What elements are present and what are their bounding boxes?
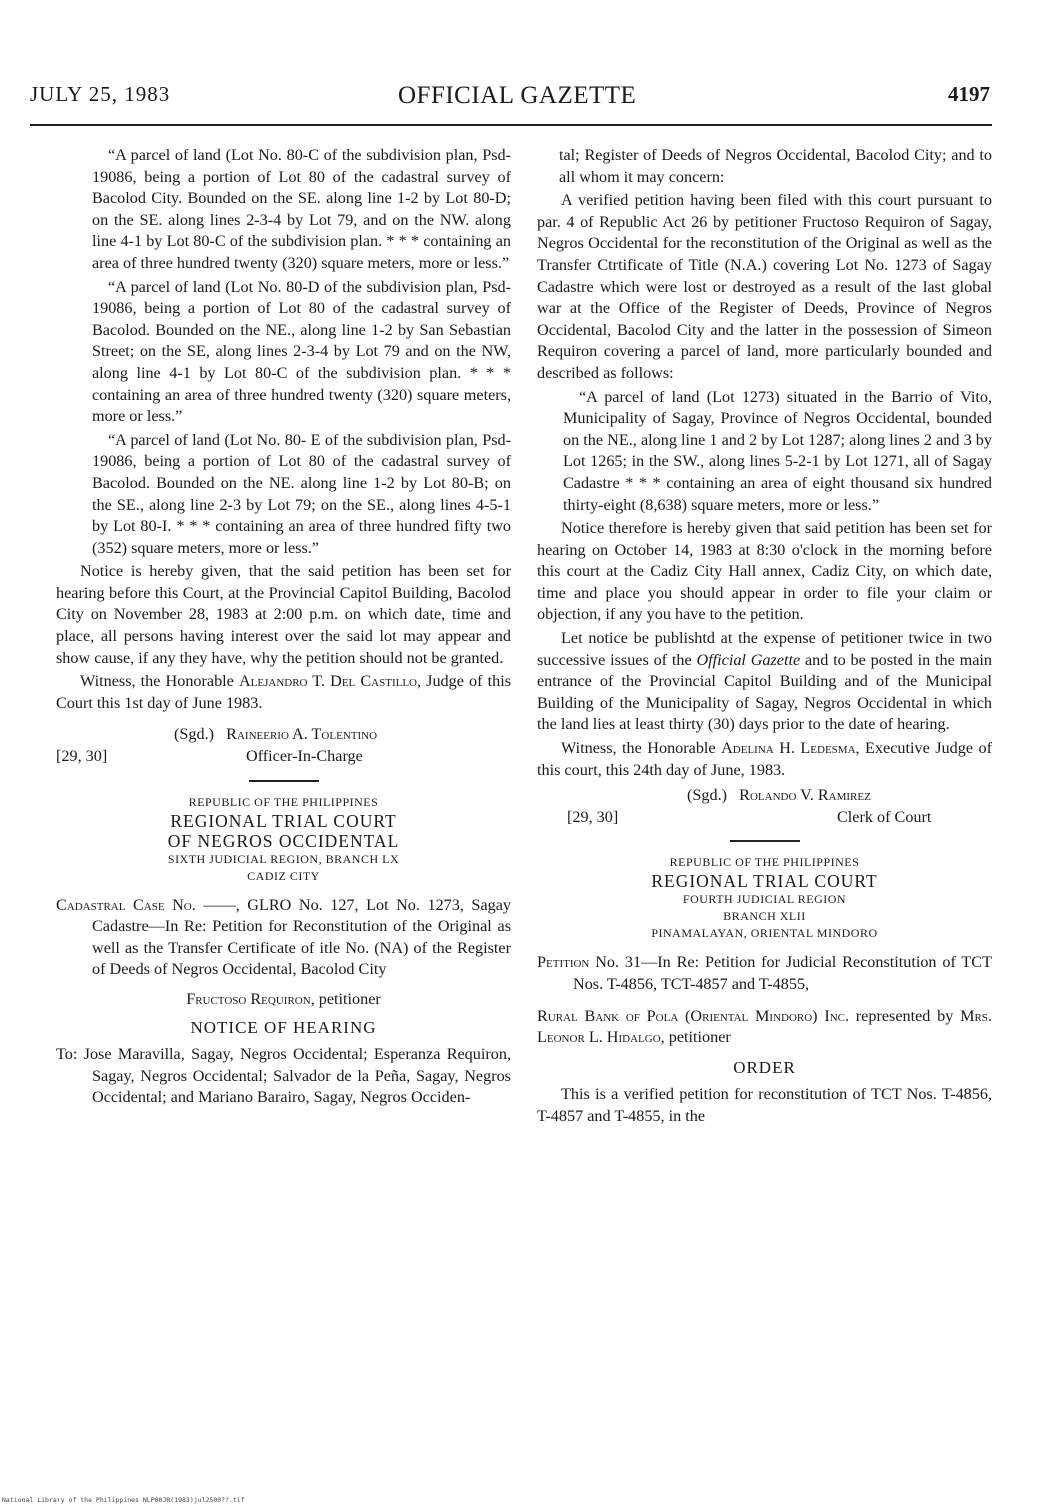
hearing-notice: Notice therefore is hereby given that said petition has been set for hearing on October 14, 1983 at 8:30 o'clock in the morning before this court at the Cadiz City Hall annex, Cadiz City, on which date, time and place you should appear in order to file your claim or objection, if any you have to the petition. bbox=[537, 519, 992, 624]
sgd-label: (Sgd.) bbox=[687, 786, 728, 805]
court-province: OF NEGROS OCCIDENTAL bbox=[167, 830, 400, 851]
representative-name: Mrs. Leonor L. Hidalgo bbox=[537, 1006, 992, 1047]
scan-footer: National Library of the Philippines NLP00JR(1983)jul2500??.tif bbox=[2, 1496, 245, 1504]
order-title: ORDER bbox=[733, 1057, 796, 1077]
order-text: This is a verified petition for reconstitution of TCT Nos. T-4856, T-4857 and T-4855, in the bbox=[537, 1085, 992, 1125]
left-column bbox=[56, 145, 511, 1109]
header-rule bbox=[30, 124, 992, 126]
issue-date: JULY 25, 1983 bbox=[30, 82, 171, 106]
court-region: SIXTH JUDICIAL REGION, BRANCH LX bbox=[167, 851, 400, 866]
court-name: REGIONAL TRIAL COURT bbox=[651, 871, 878, 892]
signature-block bbox=[56, 724, 511, 767]
witness-clause: Witness, the Honorable Alejandro T. Del Castillo, Judge of this Court this 1st day of June 1983. bbox=[56, 672, 511, 712]
petitioner-line: Rural Bank of Pola (Oriental Mindoro) Inc. represented by Mrs. Leonor L. Hidalgo, petitioner bbox=[537, 1006, 992, 1047]
lot-80c-description: “A parcel of land (Lot No. 80-C of the subdivision plan, Psd-19086, being a portion of Lot 80 of the cadastral survey of Bacolod City. Bounded on the SE. along line 1-2 by Lot 80-D; on the SE. along lines 2-3-4 by Lot 79, and on the NW. along line 4-1 by Lot 80-C of the subdivision plan. * * * containing an area of three hundred twenty (320) square meters, more or less.” bbox=[92, 146, 511, 272]
lot-80d-description: “A parcel of land (Lot No. 80-D of the subdivision plan, Psd-19086, being a portion of Lot 80 of the cadastral survey of Bacolod. Bounded on the NE., along line 1-2 by San Sebastian Street; on the SE, along lines 2-3-4 by Lot 79 and on the NW, along line 4-1 by Lot 80-C of the subdivision plan. * * * containing an area of three hundred twenty (320) square meters, more or less.” bbox=[92, 277, 511, 426]
hearing-notice: Notice is hereby given, that the said petition has been set for hearing before this Court, at the Provincial Capitol Building, Bacolod City on November 28, 1983 at 2:00 p.m. on which date, time and place, all persons having interest over the said lot may appear and show cause, if any they have, why the petition should not be granted. bbox=[56, 562, 511, 667]
signatory-title: Clerk of Court bbox=[837, 807, 932, 826]
petitioner-name: Fructoso Requiron bbox=[186, 990, 311, 1008]
court-region: FOURTH JUDICIAL REGION bbox=[682, 892, 847, 907]
court-republic: REPUBLIC OF THE PHILIPPINES bbox=[188, 794, 379, 809]
bank-name: Rural Bank of Pola (Oriental Mindoro) Inc. bbox=[537, 1006, 850, 1025]
court-republic: REPUBLIC OF THE PHILIPPINES bbox=[669, 855, 860, 870]
signatory-name: Rolando V. Ramirez bbox=[739, 786, 871, 805]
signature-block bbox=[537, 785, 992, 828]
signatory-title: Officer-In-Charge bbox=[246, 747, 363, 766]
lot-80e-description: “A parcel of land (Lot No. 80- E of the subdivision plan, Psd-19086, being a portion of Lot 80 of the cadastral survey of Bacolod. Bounded on the NE. along line 1-2 by Lot 80-B; on the SE., along line 2-3 by Lot 79; on the SE., along lines 4-5-1 by Lot 80-I. * * * containing an area of three hundred fifty two (352) square meters, more or less.” bbox=[92, 430, 511, 557]
right-column bbox=[537, 145, 992, 1128]
notice-title: NOTICE OF HEARING bbox=[190, 1017, 377, 1037]
case-label: Cadastral Case No. bbox=[56, 895, 196, 914]
court-name: REGIONAL TRIAL COURT bbox=[170, 810, 397, 831]
sgd-label: (Sgd.) bbox=[174, 725, 215, 744]
publication-order: Let notice be publishtd at the expense of petitioner twice in two successive issues of the Official Gazette and to be posted in the main entrance of the Provincial Capitol Building and of the Municipal Building of the Municipality of Sagay, Negros Occidental in which the land lies at least thirty (30) days prior to the date of hearing. bbox=[537, 629, 992, 734]
petition-label: Petition bbox=[537, 953, 590, 972]
petition-caption: Petition No. 31—In Re: Petition for Judicial Reconstitution of TCT Nos. T-4856, TCT-4857 and T-4855, bbox=[537, 953, 992, 993]
petition-paragraph: A verified petition having been filed with this court pursuant to par. 4 of Republic Act 26 by petitioner Fructoso Requiron of Sagay, Negros Occidental for the reconstitution of the Original as well as the Transfer Ctrtificate of Title (N.A.) covering Lot No. 1273 of Sagay Cadastre which were lost or destroyed as a result of the last global war at the Office of the Register of Deeds, Province of Negros Occidental, Bacolod City and the latter in the possession of Simeon Requiron covering a parcel of land, more particularly bounded and described as follows: bbox=[537, 191, 992, 382]
court-city: PINAMALAYAN, ORIENTAL MINDORO bbox=[651, 926, 878, 941]
case-caption: Cadastral Case No. ——, GLRO No. 127, Lot No. 1273, Sagay Cadastre—In Re: Petition for Reconstitution of the Original as well as the Transfer Certificate of itle No. (NA) of the Register of Deeds of Negros Occidental, Bacolod City bbox=[56, 895, 511, 979]
witness-clause: Witness, the Honorable Adelina H. Ledesma, Executive Judge of this court, this 24th day of June, 1983. bbox=[537, 739, 992, 779]
issue-numbers: [29, 30] bbox=[56, 747, 108, 766]
addressees-continued: tal; Register of Deeds of Negros Occidental, Bacolod City; and to all whom it may concern: bbox=[559, 146, 992, 186]
court-city: CADIZ CITY bbox=[247, 868, 320, 883]
addressees: To: Jose Maravilla, Sagay, Negros Occidental; Esperanza Requiron, Sagay, Negros Occidental; Salvador de la Peña, Sagay, Negros Occidental; and Mariano Barairo, Sagay, Negros Occiden- bbox=[56, 1045, 511, 1107]
page-number: 4197 bbox=[948, 82, 990, 106]
lot-1273-description: “A parcel of land (Lot 1273) situated in the Barrio of Vito, Municipality of Sagay, Province of Negros Occidental, bounded on the NE., along line 1 and 2 by Lot 1287; along lines 2 and 3 by Lot 1265; in the SW., along lines 5-2-1 by Lot 1271, all of Sagay Cadastre * * * containing an area of eight thousand six hundred thirty-eight (8,638) square meters, more or less.” bbox=[563, 387, 992, 514]
court-branch: BRANCH XLII bbox=[723, 909, 806, 924]
publication-title: OFFICIAL GAZETTE bbox=[398, 82, 637, 109]
signatory-name: Raineerio A. Tolentino bbox=[226, 725, 378, 744]
judge-name: Alejandro T. Del Castillo bbox=[238, 672, 417, 691]
gazette-name: Official Gazette bbox=[696, 650, 801, 669]
section-divider bbox=[249, 780, 319, 782]
petitioner-line: Fructoso Requiron, petitioner bbox=[186, 990, 381, 1008]
issue-numbers: [29, 30] bbox=[567, 807, 619, 826]
page-header bbox=[30, 82, 990, 122]
section-divider bbox=[730, 840, 800, 842]
judge-name: Adelina H. Ledesma bbox=[721, 739, 856, 758]
